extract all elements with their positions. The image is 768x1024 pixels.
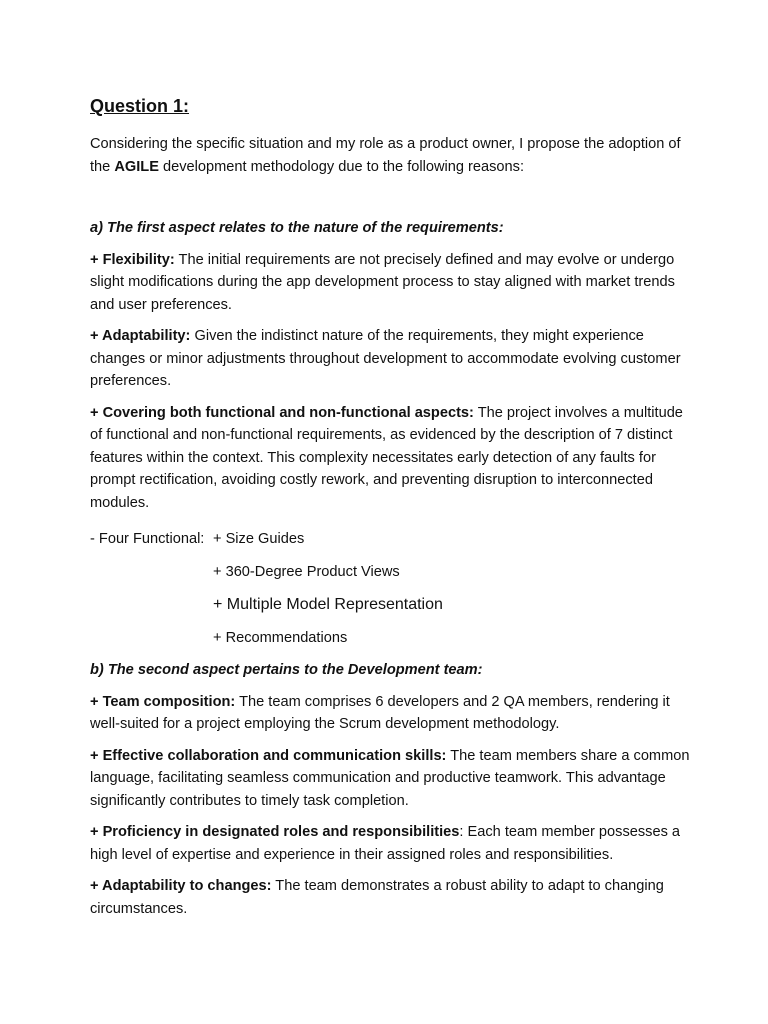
paragraph-adaptability-changes	[90, 875, 690, 920]
intro-text-pre: Considering the specific situation and my role as a product owner, I propose the adoption of the	[90, 136, 681, 175]
paragraph-proficiency	[90, 821, 690, 866]
page-title: Question 1:	[90, 96, 190, 116]
paragraph-flexibility	[90, 249, 690, 317]
paragraph-team-composition	[90, 691, 690, 736]
functional-list	[90, 523, 690, 655]
flexibility-text: The initial requirements are not precisely defined and may evolve or undergo slight modifications during the app development process to stay aligned with market trends and user preferences.	[90, 251, 675, 313]
list-item	[90, 523, 690, 556]
flexibility-label: + Flexibility:	[90, 251, 175, 268]
paragraph-adaptability	[90, 325, 690, 393]
functional-item-size-guides: + Size Guides	[213, 531, 305, 548]
adaptability-text: Given the indistinct nature of the requirements, they might experience changes or minor adjustments throughout development to accommodate evolving customer preferences.	[90, 328, 681, 389]
coverage-label: + Covering both functional and non-functional aspects:	[90, 404, 474, 421]
intro-paragraph	[90, 133, 690, 178]
document-content	[90, 94, 690, 929]
proficiency-text: : Each team member possesses a high level of expertise and experience in their assigned roles and responsibilities.	[90, 824, 681, 863]
section-a-heading: a) The first aspect relates to the nature of the requirements:	[90, 220, 504, 236]
adaptability-label: + Adaptability:	[90, 328, 191, 344]
intro-agile: AGILE	[114, 158, 159, 175]
collaboration-label: + Effective collaboration and communication skills:	[90, 747, 447, 764]
functional-label: - Four Functional:	[90, 531, 205, 548]
list-item	[90, 589, 690, 622]
list-item	[90, 556, 690, 589]
adaptability-changes-label: + Adaptability to changes:	[90, 878, 272, 894]
team-composition-text: The team comprises 6 developers and 2 QA members, rendering it well-suited for a project employing the Scrum development methodology.	[90, 693, 670, 732]
paragraph-collaboration	[90, 745, 690, 813]
adaptability-changes-text: The team demonstrates a robust ability to adapt to changing circumstances.	[90, 878, 664, 917]
proficiency-label: + Proficiency in designated roles and responsibilities	[90, 824, 460, 840]
paragraph-coverage	[90, 402, 690, 515]
collaboration-text: The team members share a common language, facilitating seamless communication and productive teamwork. This advantage significantly contributes to timely task completion.	[90, 747, 690, 809]
intro-text-post: development methodology due to the following reasons:	[158, 158, 525, 175]
functional-item-recommendations: + Recommendations	[213, 630, 348, 647]
coverage-text: The project involves a multitude of functional and non-functional requirements, as evidenced by the description of 7 distinct features within the context. This complexity necessitates early detection of any faults for prompt rectification, avoiding costly rework, and preventing disruption to interconnected modules.	[90, 404, 683, 511]
list-item	[90, 622, 690, 655]
spacer	[90, 187, 690, 217]
section-b-heading: b) The second aspect pertains to the Development team:	[90, 662, 483, 678]
functional-item-360-views: + 360-Degree Product Views	[213, 564, 400, 581]
functional-item-multiple-model: + Multiple Model Representation	[213, 596, 443, 614]
team-composition-label: + Team composition:	[90, 693, 236, 710]
